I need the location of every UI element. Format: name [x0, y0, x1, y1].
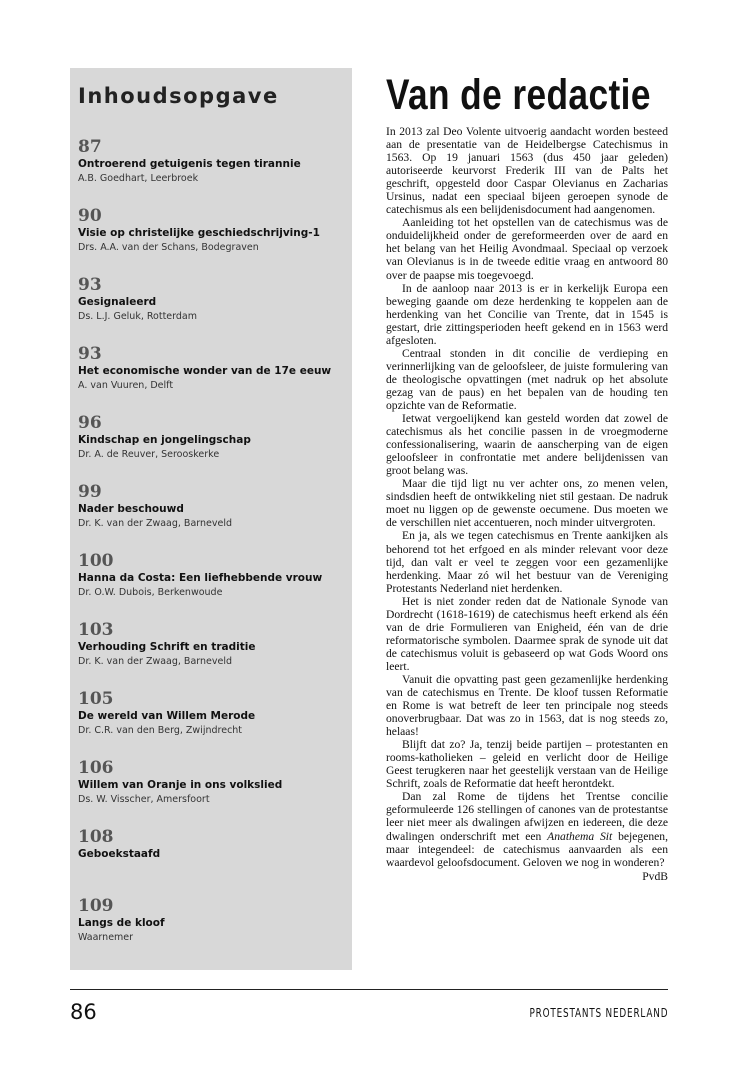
toc-page-number: 103 [78, 620, 114, 640]
editorial-title: Van de redactie [386, 71, 651, 119]
publication-name: PROTESTANTS NEDERLAND [529, 1006, 668, 1020]
toc-article-title: Ontroerend getuigenis tegen tirannie [78, 158, 301, 170]
editorial-signature: PvdB [642, 869, 668, 883]
editorial-paragraph: Ietwat vergoelijkend kan gesteld worden dat zowel de catechismus als het concilie passen in de vroegmoderne confessionalisering, waarin de aanscherping van de eigen geloofsleer in confrontatie met andere belijdenissen van groot belang was. [386, 412, 668, 478]
toc-page-number: 99 [78, 482, 102, 502]
toc-page-number: 90 [78, 206, 102, 226]
toc-article-title: Hanna da Costa: Een liefhebbende vrouw [78, 572, 323, 584]
toc-entry[interactable] [78, 206, 342, 275]
toc-page-number: 96 [78, 413, 102, 433]
toc-author: A. van Vuuren, Delft [78, 380, 174, 391]
editorial-paragraph: Het is niet zonder reden dat de Nationale Synode van Dordrecht (1618-1619) de catechismus heeft erkend als één van de drie Formulieren van Enigheid, één van de drie reformatorische symbolen. Daarmee sprak de synode uit dat de catechismus voluit is gebaseerd op wat Gods Woord ons leert. [386, 594, 668, 673]
toc-entry[interactable] [78, 137, 342, 206]
toc-author: Dr. K. van der Zwaag, Barneveld [78, 518, 233, 529]
toc-article-title: Het economische wonder van de 17e eeuw [78, 365, 332, 377]
toc-entry[interactable] [78, 689, 342, 758]
toc-article-title: Willem van Oranje in ons volkslied [78, 779, 283, 791]
toc-entry[interactable] [78, 482, 342, 551]
toc-entry[interactable] [78, 896, 342, 965]
toc-author: Drs. A.A. van der Schans, Bodegraven [78, 242, 259, 253]
toc-entry[interactable] [78, 344, 342, 413]
editorial-body [386, 125, 668, 869]
editorial-paragraph: In 2013 zal Deo Volente uitvoerig aandacht worden besteed aan de presentatie van de Heidelbergse Catechismus in 1563. Op 19 januari 1563 (dus 450 jaar geleden) autoriseerde keurvorst Frederik III van de Palts het geschrift, opgesteld door Caspar Olevianus en Zacharias Ursinus, nadat een speciaal bijeen geroepen synode de catechismus als een belijdenisdocument had aangenomen. [386, 125, 668, 217]
editorial-paragraph: En ja, als we tegen catechismus en Trente aankijken als behorend tot het erfgoed en als minder relevant voor deze tijd, dan valt er veel te zeggen voor een gezamenlijke herdenking. Maar zó wil het bestuur van de Vereniging Protestants Nederland niet herdenken. [386, 529, 668, 595]
page-number: 86 [70, 1000, 97, 1024]
toc-article-title: Langs de kloof [78, 917, 165, 929]
editorial-paragraph: Centraal stonden in dit concilie de verdieping en verinnerlijking van de geloofsleer, de juiste formulering van de theologische opvattingen (met nadruk op het absolute gezag van de paus) en het bepalen van de houding ten opzichte van de Reformatie. [386, 346, 668, 412]
toc-article-title: Gesignaleerd [78, 296, 157, 308]
toc-page-number: 93 [78, 344, 102, 364]
toc-entry[interactable] [78, 551, 342, 620]
table-of-contents [70, 68, 352, 970]
toc-author: Dr. C.R. van den Berg, Zwijndrecht [78, 725, 243, 736]
toc-page-number: 105 [78, 689, 114, 709]
editorial-paragraph: Vanuit die opvatting past geen gezamenlijke herdenking van de catechismus en Trente. De kloof tussen Reformatie en Rome is wat betreft de leer ten principale nog steeds onoverbrugbaar. Dat was zo in 1563, dat is nog steeds zo, helaas! [386, 672, 668, 739]
editorial-paragraph: Blijft dat zo? Ja, tenzij beide partijen – protestanten en rooms-katholieken – geleid en verlicht door de Heilige Geest terugkeren naar het geestelijk verstaan van de Heilige Schrift, zoals de Reformatie dat heeft herontdekt. [386, 738, 668, 791]
toc-article-title: Verhouding Schrift en traditie [78, 641, 256, 653]
toc-entry[interactable] [78, 620, 342, 689]
toc-entry[interactable] [78, 413, 342, 482]
latin-phrase: Anathema Sit [547, 829, 613, 843]
toc-author: Ds. L.J. Geluk, Rotterdam [78, 311, 197, 322]
toc-article-title: Nader beschouwd [78, 503, 184, 515]
toc-page-number: 100 [78, 551, 114, 571]
toc-author: Dr. A. de Reuver, Serooskerke [78, 449, 220, 460]
editorial-article [386, 70, 668, 884]
toc-page-number: 106 [78, 758, 114, 778]
toc-entry[interactable] [78, 827, 342, 896]
toc-entry[interactable] [78, 758, 342, 827]
toc-entry[interactable] [78, 275, 342, 344]
toc-title: Inhoudsopgave [78, 84, 279, 108]
editorial-paragraph: In de aanloop naar 2013 is er in kerkelijk Europa een beweging gaande om deze herdenking te koppelen aan de herdenking van het Concilie van Trente, dat in 1545 is gestart, drie zittingsperioden heeft gekend en in 1563 werd afgesloten. [386, 281, 668, 347]
toc-page-number: 93 [78, 275, 102, 295]
toc-article-title: De wereld van Willem Merode [78, 710, 256, 722]
toc-page-number: 108 [78, 827, 114, 847]
toc-author: Dr. K. van der Zwaag, Barneveld [78, 656, 233, 667]
toc-page-number: 87 [78, 137, 102, 157]
editorial-paragraph: Dan zal Rome de tijdens het Trentse concilie geformuleerde 126 stellingen of canones van de protestantse leer niet meer als dwalingen afwijzen en iedereen, die deze dwalingen onderschrift met een Anathema Sit bejegenen, maar integendeel: de catechismus aanvaarden als een waardevol geloofsdocument. Geloven we nog in wonderen? [386, 790, 668, 869]
toc-author: Ds. W. Visscher, Amersfoort [78, 794, 210, 805]
toc-author: Waarnemer [78, 932, 134, 943]
toc-article-title: Kindschap en jongelingschap [78, 434, 251, 446]
toc-page-number: 109 [78, 896, 114, 916]
editorial-paragraph: Aanleiding tot het opstellen van de catechismus was de onduidelijkheid onder de gereformeerden over de aard en het belang van het Heilig Avondmaal. Speciaal op verzoek van Olevianus is in de tweede editie vraag en antwoord 80 over de paapse mis toegevoegd. [386, 216, 668, 282]
footer-divider [70, 989, 668, 990]
toc-author: Dr. O.W. Dubois, Berkenwoude [78, 587, 223, 598]
editorial-paragraph: Maar die tijd ligt nu ver achter ons, zo menen velen, sindsdien heeft de ontwikkeling niet stil gestaan. De nadruk moet nu liggen op de gewenste oecumene. Dus moeten we de verschillen niet accentueren, noch minder uitvergroten. [386, 477, 668, 530]
toc-article-title: Geboekstaafd [78, 848, 161, 860]
toc-author: A.B. Goedhart, Leerbroek [78, 173, 199, 184]
toc-article-title: Visie op christelijke geschiedschrijving-1 [78, 227, 320, 239]
